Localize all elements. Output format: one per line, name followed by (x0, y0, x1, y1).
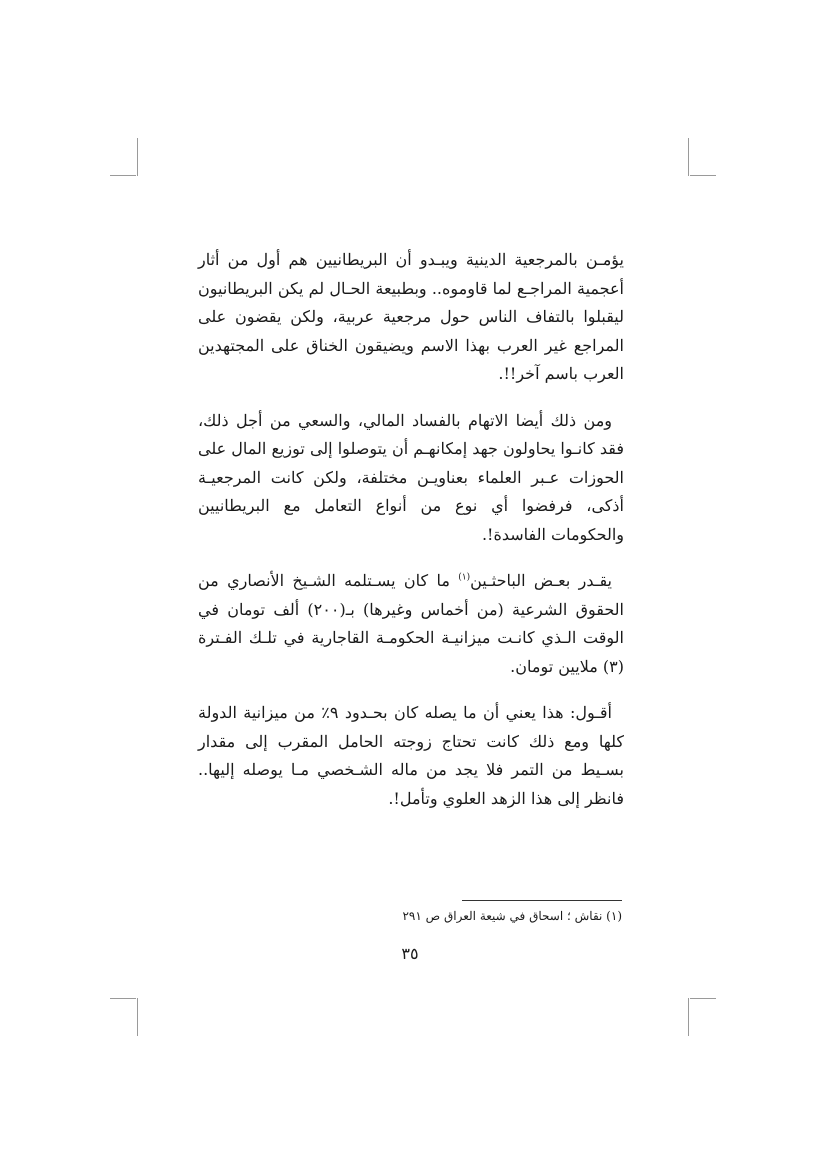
crop-mark-bottom-left (137, 998, 138, 1036)
crop-mark-top-right (688, 138, 689, 176)
crop-mark-top-left (137, 138, 138, 176)
paragraph-1: يؤمـن بالمرجعية الدينية ويبـدو أن البريطانيين هم أول من أثار أعجمية المراجـع لما قاوموه.. وبطبيعة الحـال لم يكن البريطانيون ليقبلوا بالتفاف الناس حول مرجعية عربية، ولكن يقضون على المراجع غير العرب بهذا الاسم ويضيقون الخناق على المجتهدين العرب باسم آخر!!. (198, 250, 624, 383)
paragraph-3 (198, 567, 624, 681)
paragraph-3-rest: ما كان يسـتلمه الشـيخ الأنصاري من الحقوق الشرعية (من أخماس وغيرها) بـ(٢٠٠) ألف تومان في الوقت الـذي كانـت ميزانيـة الحكومـة القاجارية في تلـك الفـترة (٣) ملايين تومان. (198, 571, 624, 676)
crop-mark-top-left-h (110, 175, 136, 176)
footnote-reference[interactable]: (١) (458, 572, 471, 583)
crop-mark-bottom-right (688, 998, 689, 1036)
paragraph-2: ومن ذلك أيضا الاتهام بالفساد المالي، والسعي من أجل ذلك، فقد كانـوا يحاولون جهد إمكانهـم أن يتوصلوا إلى توزيع المال على الحوزات عـبر العلماء بعناويـن مختلفة، ولكن كانت المرجعيـة أذكى، فرفضوا أي نوع من أنواع التعامل مع البريطانيين والحكومات الفاسدة!. (198, 410, 624, 544)
crop-mark-bottom-left-h (110, 998, 136, 999)
footnote-divider (462, 900, 622, 901)
crop-mark-bottom-right-h (690, 998, 716, 999)
footnote-text: (١) نقاش ؛ اسحاق في شيعة العراق ص ٢٩١ (402, 909, 622, 923)
page-number: ٣٥ (401, 944, 419, 963)
crop-mark-top-right-h (690, 175, 716, 176)
paragraph-4: أقـول: هذا يعني أن ما يصله كان بحـدود ٩٪ من ميزانية الدولة كلها ومع ذلك كانت تحتاج زوجته الحامل المقرب إلى مقدار بسـيط من التمر فلا يجد من ماله الشـخصي مـا يوصله إليها.. فانظر إلى هذا الزهد العلوي وتأمل!. (198, 703, 624, 808)
body-text (198, 246, 624, 831)
paragraph-3-start: يقـدر بعـض الباحثـين (470, 571, 612, 590)
